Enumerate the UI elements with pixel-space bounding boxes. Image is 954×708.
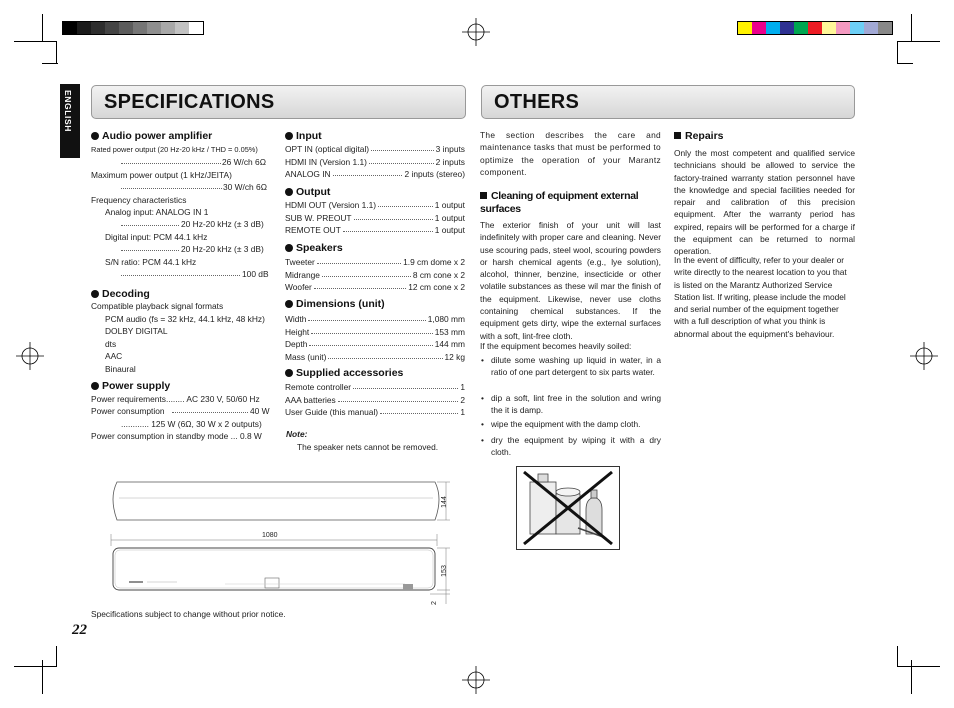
decoding-line: DOLBY DIGITAL [105, 326, 168, 336]
input-label: HDMI IN (Version 1.1) [285, 156, 367, 167]
color-swatch [752, 22, 766, 34]
speaker-value: 12 cm cone x 2 [408, 282, 465, 292]
bullet-dot-icon [285, 132, 293, 140]
decoding-line: dts [105, 339, 117, 349]
cleaning-text: The exterior finish of your unit will last indefinitely with proper care and cleaning. Never use scouring pads, steel wool, scouring powders or harsh chemical agents (e.g., lye solution), alcohol, thinner, benzine, insecticide or other volatile substances as these wil mar the finish of the equipment. Likewise, never use cloths containing chemical substances. If the equipment gets dirty, wipe the external surfaces with a soft, lint-free cloth. [480, 220, 661, 341]
leader-dots [322, 269, 411, 277]
leader-dots [308, 313, 425, 321]
output-label: HDMI OUT (Version 1.1) [285, 200, 377, 210]
color-swatch [189, 22, 203, 34]
color-swatch [864, 22, 878, 34]
power-cons2: ............ 125 W (6Ω, 30 W x 2 outputs) [121, 419, 262, 429]
leader-dots [121, 218, 179, 226]
leader-dots [354, 212, 433, 220]
color-swatch [105, 22, 119, 34]
leader-dots [121, 268, 240, 276]
output-label: SUB W. PREOUT [285, 212, 352, 223]
accessory-value: 1 [460, 382, 465, 392]
leader-dots [121, 243, 179, 251]
heavily-soiled-text: If the equipment becomes heavily soiled: [480, 341, 632, 351]
bullet-dot-icon [91, 132, 99, 140]
decoding-line: AAC [105, 351, 123, 361]
leader-dots [317, 256, 401, 264]
dimension-value: 1,080 mm [427, 314, 465, 324]
decoding-heading: Decoding [91, 288, 150, 300]
leader-dots [328, 351, 442, 359]
color-swatch [836, 22, 850, 34]
accessory-label: User Guide (this manual) [285, 407, 379, 417]
color-swatch [822, 22, 836, 34]
note-label: Note: [286, 429, 308, 439]
bullet-dot-icon [285, 188, 293, 196]
input-heading: Input [285, 130, 322, 142]
output-label: REMOTE OUT [285, 225, 341, 235]
rated-value: 26 W/ch 6Ω [222, 157, 266, 167]
leader-dots [333, 168, 403, 176]
cleaning-bullet: • wipe the equipment with the damp cloth. [491, 418, 661, 430]
sn-label: S/N ratio: PCM 44.1 kHz [105, 257, 197, 267]
dimension-value: 12 kg [444, 351, 465, 362]
decoding-line: Compatible playback signal formats [91, 301, 224, 311]
leader-dots [121, 181, 222, 189]
color-swatch [766, 22, 780, 34]
leader-dots [378, 199, 433, 207]
dimension-value: 153 mm [434, 326, 465, 337]
power-req: Power requirements........ AC 230 V, 50/60 Hz [91, 394, 260, 404]
output-value: 1 output [434, 212, 465, 223]
leader-dots [371, 143, 434, 151]
language-tab-label: ENGLISH [63, 90, 73, 132]
color-swatch [91, 22, 105, 34]
accessory-value: 2 [460, 394, 465, 405]
max-value: 30 W/ch 6Ω [223, 182, 267, 192]
bullet-dot-icon [285, 300, 293, 308]
output-heading: Output [285, 186, 330, 198]
leader-dots [172, 405, 248, 413]
dim-depth-label: 144 [440, 496, 448, 508]
input-value: 2 inputs [435, 156, 465, 167]
input-value: 3 inputs [435, 144, 465, 154]
dimension-label: Width [285, 314, 307, 324]
max-label: Maximum power output (1 kHz/JEITA) [91, 170, 232, 180]
leader-dots [343, 224, 433, 232]
repairs-text: Only the most competent and qualified service technicians should be allowed to service the factory-trained warranty station personnel have the knowledge and special facilities needed for repair and calibration of this precision equipment. After the warranty period has expired, repairs will be performed for a charge if the equipment can be returned to normal operation. [674, 148, 855, 257]
color-swatch [794, 22, 808, 34]
color-bar [737, 21, 893, 35]
dimension-value: 144 mm [434, 339, 465, 349]
cleaning-bullet: • dry the equipment by wiping it with a dry cloth. [491, 434, 661, 459]
sn-value: 100 dB [242, 269, 269, 279]
analog-label: Analog input: ANALOG IN 1 [105, 207, 209, 217]
specifications-title: SPECIFICATIONS [104, 91, 275, 113]
accessories-heading: Supplied accessories [285, 367, 403, 379]
registration-mark-top [462, 18, 490, 46]
cleaning-heading: Cleaning of equipment external surfaces [480, 190, 639, 215]
registration-mark-bottom [462, 666, 490, 694]
repairs-heading: Repairs [674, 130, 724, 142]
repairs-text-2: In the event of difficulty, refer to your dealer or write directly to the nearest location to you that is listed on the Marantz Authorized Service Station list. If writing, please include the model and serial number of the equipment together with a full description of what you think is abnormal about the equipment's behaviour. [674, 255, 847, 339]
analog-value: 20 Hz-20 kHz (± 3 dB) [181, 219, 264, 229]
others-intro: The section describes the care and maintenance tasks that must be performed to optimize the operation of your Marantz component. [480, 130, 661, 177]
leader-dots [338, 394, 459, 402]
speaker-label: Midrange [285, 269, 320, 280]
color-swatch [63, 22, 77, 34]
power-heading: Power supply [91, 380, 170, 392]
audio-heading: Audio power amplifier [91, 130, 212, 142]
square-bullet-icon [480, 192, 487, 199]
color-swatch [808, 22, 822, 34]
input-label: OPT IN (optical digital) [285, 144, 370, 154]
speakers-heading: Speakers [285, 242, 343, 254]
bullet-dot-icon [91, 382, 99, 390]
leader-dots [353, 381, 458, 389]
output-value: 1 output [434, 200, 465, 210]
color-swatch [878, 22, 892, 34]
color-swatch [175, 22, 189, 34]
square-bullet-icon [674, 132, 681, 139]
power-cons-value: 40 W [250, 406, 270, 416]
bullet-dot-icon [285, 244, 293, 252]
dimension-label: Mass (unit) [285, 351, 327, 362]
page-number: 22 [72, 622, 87, 638]
speaker-value: 8 cm cone x 2 [412, 269, 465, 280]
dimensions-heading: Dimensions (unit) [285, 298, 385, 310]
accessory-label: Remote controller [285, 382, 352, 392]
decoding-line: Binaural [105, 364, 136, 374]
registration-mark-left [16, 342, 44, 370]
grayscale-bar [62, 21, 204, 35]
color-swatch [133, 22, 147, 34]
dimension-label: Height [285, 326, 310, 337]
dimension-label: Depth [285, 339, 308, 349]
leader-dots [309, 338, 432, 346]
power-cons-label: Power consumption [91, 406, 165, 416]
rated-label: Rated power output (20 Hz-20 kHz / THD = 0.05%) [91, 145, 258, 154]
leader-dots [314, 281, 406, 289]
no-chemicals-illustration [516, 466, 620, 550]
accessory-label: AAA batteries [285, 394, 336, 405]
cleaning-bullet: • dilute some washing up liquid in water, in a ratio of one part detergent to six parts water. [491, 354, 661, 379]
spec-footer-note: Specifications subject to change without prior notice. [91, 609, 286, 619]
speaker-value: 1.9 cm dome x 2 [403, 257, 465, 267]
digital-value: 20 Hz-20 kHz (± 3 dB) [181, 244, 264, 254]
freq-label: Frequency characteristics [91, 195, 187, 205]
input-label: ANALOG IN [285, 169, 331, 179]
language-tab [60, 84, 80, 158]
leader-dots [369, 156, 434, 164]
speaker-label: Woofer [285, 282, 312, 292]
input-value: 2 inputs (stereo) [404, 169, 465, 179]
dim-width-label: 1080 [262, 532, 278, 539]
output-value: 1 output [434, 225, 465, 235]
others-title-box [481, 85, 855, 119]
dim-foot-label: 2 [430, 601, 438, 605]
speaker-label: Tweeter [285, 257, 315, 267]
bullet-dot-icon [285, 369, 293, 377]
color-swatch [77, 22, 91, 34]
leader-dots [311, 326, 433, 334]
power-standby: Power consumption in standby mode ... 0.8 W [91, 431, 262, 441]
color-swatch [850, 22, 864, 34]
decoding-line: PCM audio (fs = 32 kHz, 44.1 kHz, 48 kHz) [105, 314, 265, 324]
leader-dots [121, 156, 221, 164]
color-swatch [780, 22, 794, 34]
leader-dots [380, 406, 458, 414]
color-swatch [119, 22, 133, 34]
color-swatch [161, 22, 175, 34]
registration-mark-right [910, 342, 938, 370]
soundbar-top-view [105, 476, 460, 616]
cleaning-bullet: • dip a soft, lint free in the solution and wring the it is damp. [491, 392, 661, 417]
note-text: The speaker nets cannot be removed. [297, 442, 439, 452]
bullet-dot-icon [91, 290, 99, 298]
digital-label: Digital input: PCM 44.1 kHz [105, 232, 208, 242]
color-swatch [147, 22, 161, 34]
color-swatch [738, 22, 752, 34]
accessory-value: 1 [460, 407, 465, 417]
specifications-title-box [91, 85, 466, 119]
dim-height-label: 153 [440, 565, 448, 577]
others-title: OTHERS [494, 91, 580, 113]
